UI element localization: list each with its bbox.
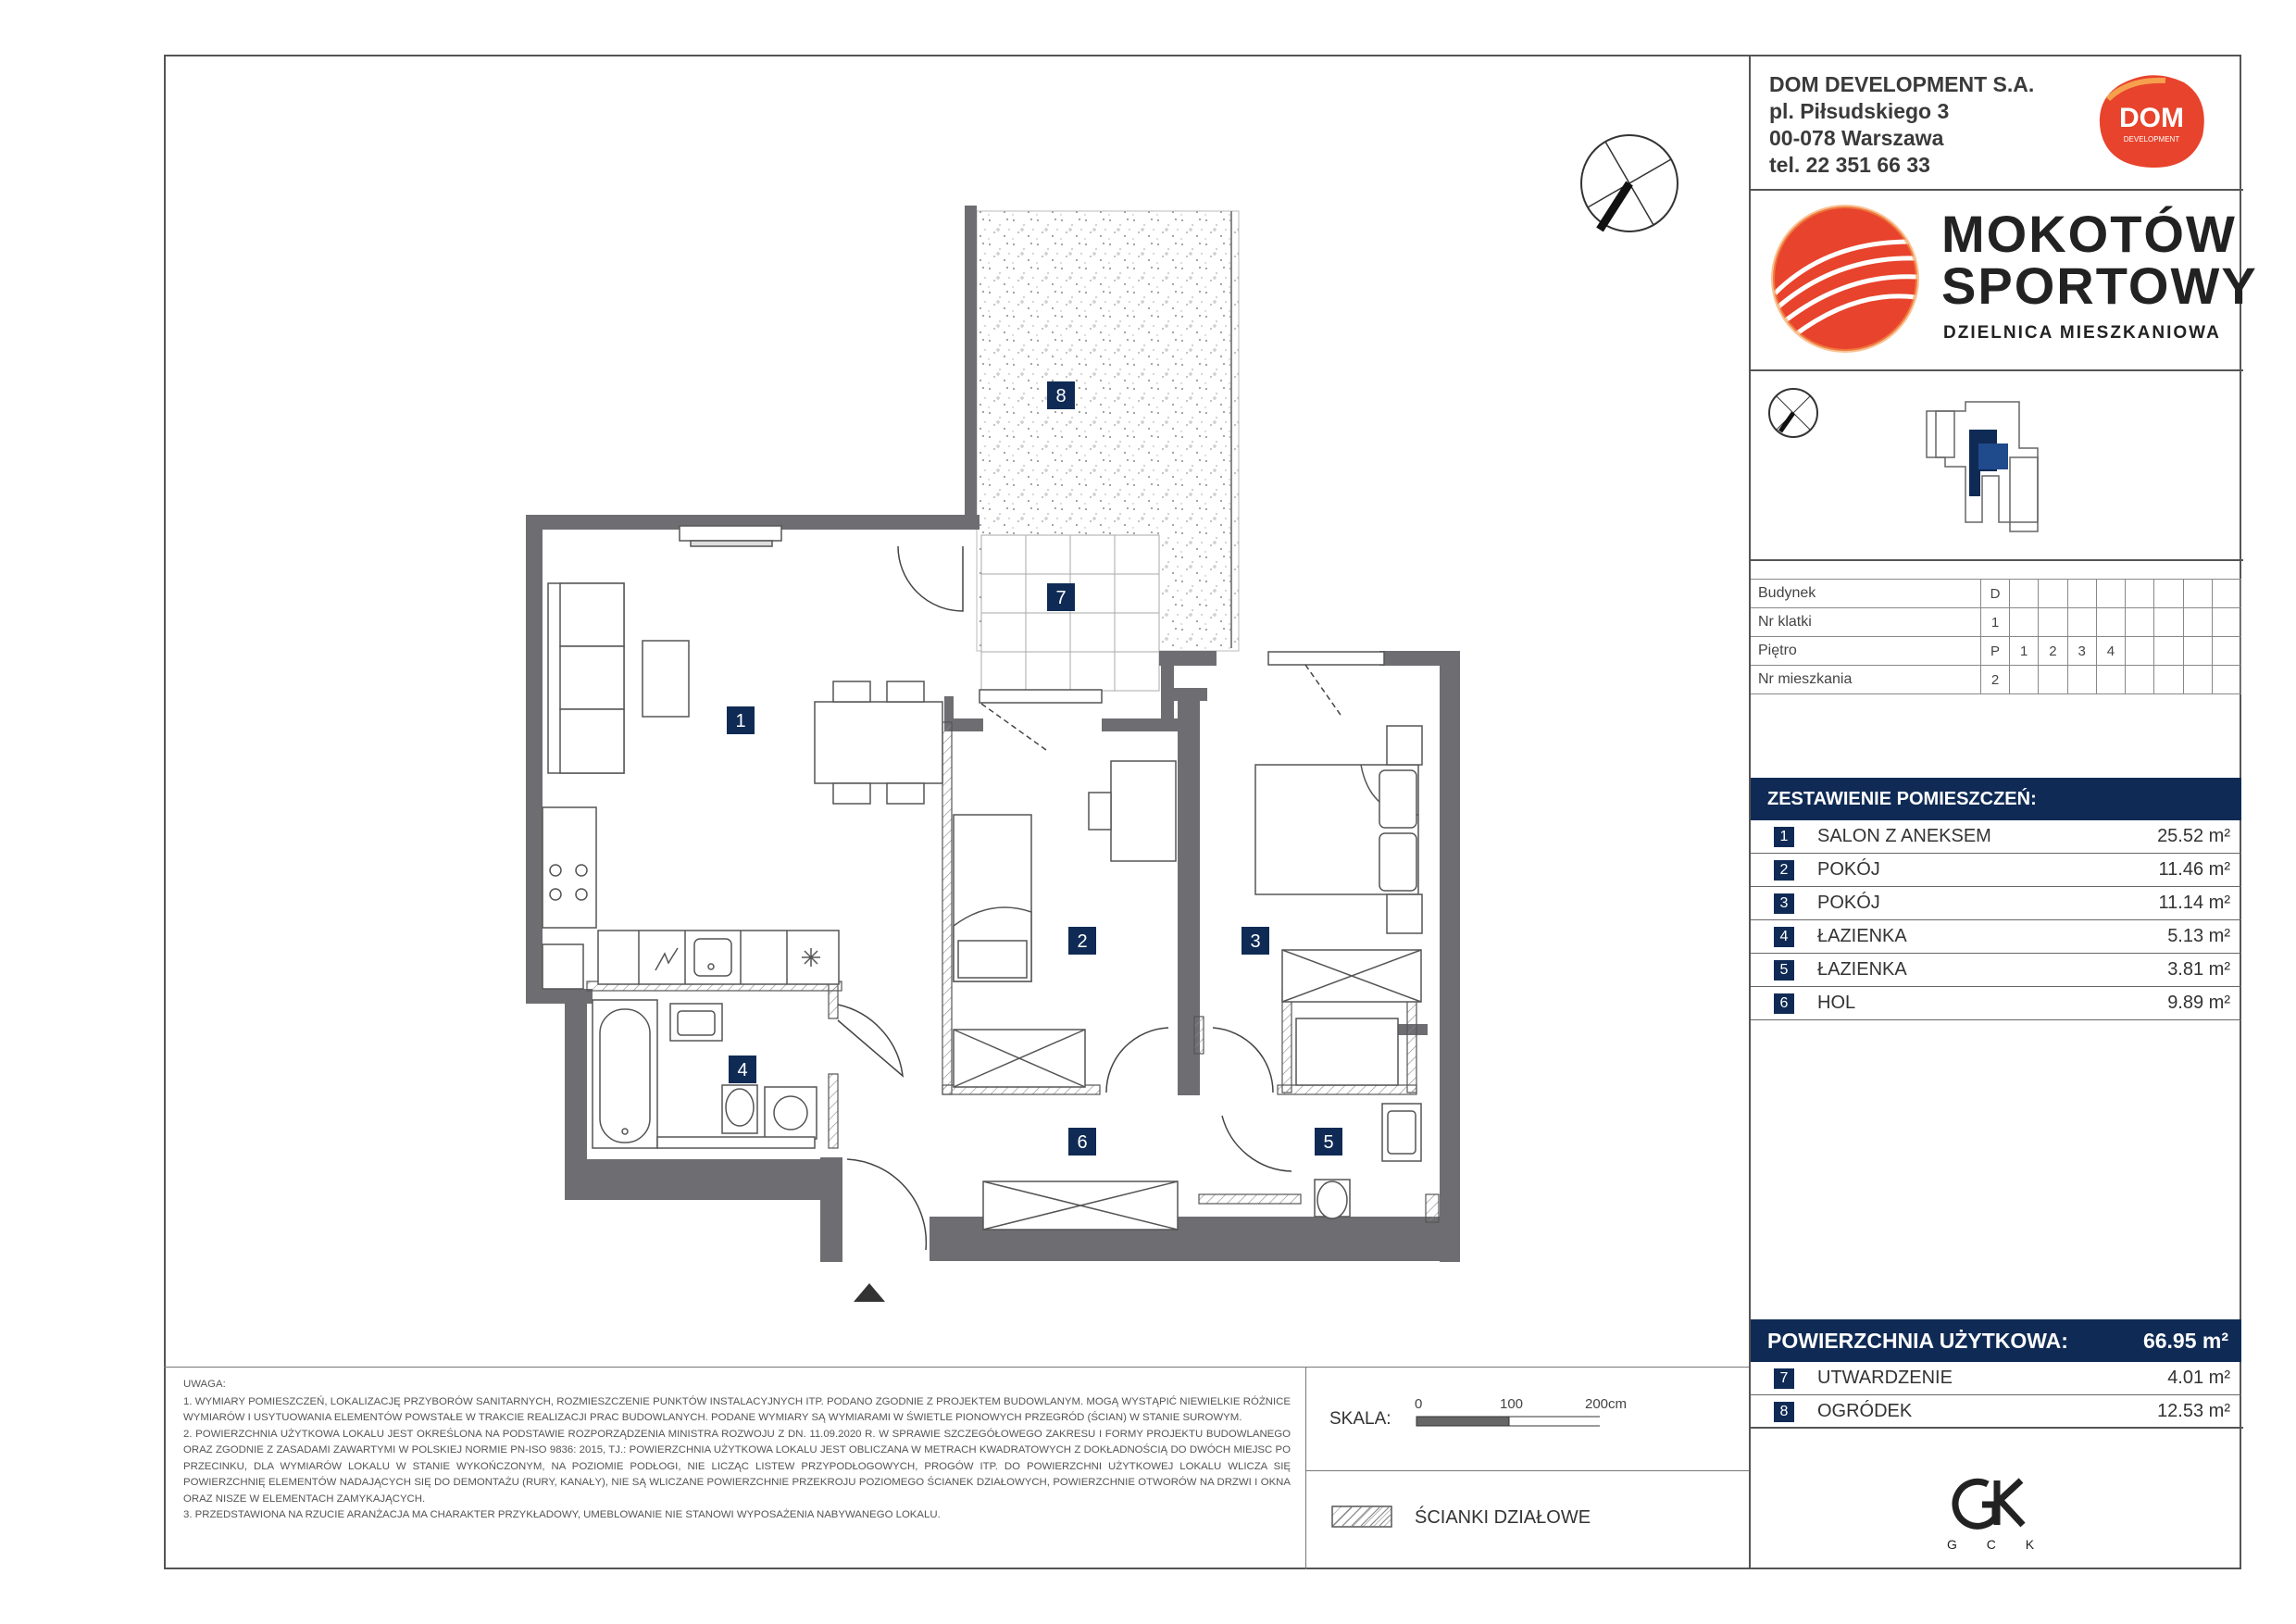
key-compass-icon bbox=[1769, 389, 1817, 437]
room-name: OGRÓDEK bbox=[1817, 1401, 1913, 1421]
location-row-label: Piętro bbox=[1751, 637, 1980, 666]
notes-title: UWAGA: bbox=[183, 1379, 226, 1390]
location-cell bbox=[2154, 637, 2183, 666]
legend-separator bbox=[1305, 1470, 1749, 1471]
scale-tick-0: 0 bbox=[1415, 1396, 1423, 1412]
company-phone: tel. 22 351 66 33 bbox=[1769, 153, 1930, 177]
location-cell: P bbox=[1980, 637, 2009, 666]
room-name: POKÓJ bbox=[1817, 859, 1880, 880]
compass-icon bbox=[1581, 135, 1678, 231]
room-row bbox=[1751, 954, 2241, 987]
room-area: 25.52 m² bbox=[2157, 826, 2230, 846]
room-label-3: 3 bbox=[1250, 931, 1261, 952]
location-cell bbox=[2183, 637, 2212, 666]
project-title-line1: MOKOTÓW bbox=[1941, 205, 2237, 263]
mokotow-sportowy-logo bbox=[1771, 205, 1919, 353]
location-cell bbox=[2010, 580, 2039, 608]
panel-divider bbox=[1751, 189, 2243, 191]
location-row-label: Budynek bbox=[1751, 580, 1980, 608]
location-cell bbox=[2067, 666, 2096, 694]
note-item: 3. PRZEDSTAWIONA NA RZUCIE ARANŻACJA MA CHARAKTER PRZYKŁADOWY, UMEBLOWANIE NIE STANOWI WYPOSAŻENIA NABYWANEGO LOKALU. bbox=[183, 1509, 941, 1520]
total-area-bar bbox=[1751, 1319, 2241, 1362]
partition-legend-swatch bbox=[1331, 1505, 1392, 1528]
location-cell bbox=[2212, 608, 2240, 637]
total-area-value: 66.95 m² bbox=[2142, 1329, 2228, 1353]
location-row-label: Nr klatki bbox=[1751, 608, 1980, 637]
room-number: 1 bbox=[1774, 827, 1794, 847]
panel-divider bbox=[1751, 1427, 2243, 1429]
location-cell bbox=[2126, 666, 2154, 694]
total-area-label: POWIERZCHNIA UŻYTKOWA: bbox=[1767, 1329, 2068, 1353]
key-plan bbox=[1751, 374, 2241, 550]
room-label-7: 7 bbox=[1055, 588, 1067, 608]
panel-divider bbox=[1751, 559, 2243, 561]
location-cell bbox=[2039, 608, 2067, 637]
company-street: pl. Piłsudskiego 3 bbox=[1769, 99, 1950, 123]
location-row-label: Nr mieszkania bbox=[1751, 666, 1980, 694]
room-label-2: 2 bbox=[1077, 931, 1088, 952]
location-table bbox=[1751, 579, 2241, 694]
room-name: ŁAZIENKA bbox=[1817, 926, 1907, 946]
room-label-5: 5 bbox=[1323, 1132, 1334, 1153]
living-furniture bbox=[543, 583, 942, 989]
room-row bbox=[1751, 1362, 2241, 1395]
location-row bbox=[1751, 637, 2241, 666]
location-cell bbox=[2039, 666, 2067, 694]
location-cell bbox=[2183, 580, 2212, 608]
location-cell bbox=[2154, 608, 2183, 637]
project-title bbox=[1941, 205, 2258, 315]
location-row bbox=[1751, 608, 2241, 637]
room-name: POKÓJ bbox=[1817, 893, 1880, 913]
room-number: 6 bbox=[1774, 993, 1794, 1014]
location-cell bbox=[2010, 608, 2039, 637]
room-2-furniture bbox=[954, 761, 1176, 1087]
notes-section bbox=[183, 1377, 1291, 1524]
room-row bbox=[1751, 987, 2241, 1020]
note-item: 2. POWIERZCHNIA UŻYTKOWA LOKALU JEST OKREŚLONA NA PODSTAWIE ROZPORZĄDZENIA MINISTRA ROZWOJU Z DN. 11.09.2020 R. W SPRAWIE SZCZEGÓŁOWEGO ZAKRESU I FORMY PROJEKTU BUDOWLANEGO ORAZ ZGODNIE Z ZASADAMI ZAWARTYMI W POLSKIEJ NORMIE PN-ISO 9836: 2015, TJ.: POWIERZCHNIA UŻYTKOWA LOKALU JEST OBLICZANA W METRACH KWADRATOWYCH Z DOKŁADNOŚCIĄ DO DWÓCH MIEJSC PO PRZECINKU, DLA WYMIARÓW LOKALU W STANIE WYKOŃCZONYM, NA POZIOMIE PODŁOGI, NIE LICZĄC LISTEW PRZYPODŁOGOWYCH, PROGÓW ITP. DO POWIERZCHNI UŻYTKOWEJ LOKALU WLICZA SIĘ POWIERZCHNIĘ ELEMENTÓW NADAJĄCYCH SIĘ DO DEMONTAŻU (RURY, KANAŁY), NIE SĄ WLICZANE POWIERZCHNIE PRZEKROJU POZIOMEGO ŚCIANEK DZIAŁOWYCH, POWIERZCHNIE OTWORÓW NA DRZWI I OKNA ORAZ NISZE W ELEMENTACH ZAMYKAJĄCYCH. bbox=[183, 1428, 1291, 1505]
notes-separator bbox=[164, 1367, 1749, 1368]
gck-logo bbox=[1941, 1471, 2053, 1555]
location-cell bbox=[2010, 666, 2039, 694]
location-cell bbox=[2183, 666, 2212, 694]
room-number: 2 bbox=[1774, 860, 1794, 881]
location-cell: 4 bbox=[2096, 637, 2125, 666]
scale-tick-100: 100 bbox=[1500, 1396, 1524, 1412]
room-label-8: 8 bbox=[1055, 386, 1067, 406]
location-cell bbox=[2154, 580, 2183, 608]
location-cell bbox=[2154, 666, 2183, 694]
garden-fence bbox=[965, 206, 977, 528]
project-title-line2: SPORTOWY bbox=[1941, 256, 2258, 315]
location-cell bbox=[2212, 580, 2240, 608]
location-cell: D bbox=[1980, 580, 2009, 608]
location-cell bbox=[2096, 608, 2125, 637]
room-area: 5.13 m² bbox=[2167, 926, 2230, 946]
location-cell bbox=[2212, 666, 2240, 694]
location-cell bbox=[2039, 580, 2067, 608]
room-name: ŁAZIENKA bbox=[1817, 959, 1907, 980]
room-area: 11.46 m² bbox=[2158, 859, 2230, 880]
company-name: DOM DEVELOPMENT S.A. bbox=[1769, 72, 2035, 96]
svg-text:G C K: G C K bbox=[1946, 1537, 2048, 1552]
location-cell bbox=[2212, 637, 2240, 666]
terrace-paving bbox=[981, 535, 1159, 691]
svg-text:DEVELOPMENT: DEVELOPMENT bbox=[2123, 135, 2180, 144]
room-number: 5 bbox=[1774, 960, 1794, 981]
note-item: 1. WYMIARY POMIESZCZEŃ, LOKALIZACJĘ PRZYBORÓW SANITARNYCH, ROZMIESZCZENIE PUNKTÓW INSTALACYJNYCH ITP. PODANO ZGODNIE Z PROJEKTEM BUDOWLANYM. MOGĄ WYSTĄPIĆ NIEWIELKIE RÓŻNICE WYMIARÓW I USYTUOWANIA ELEMENTÓW POWSTAŁE W TRAKCIE REALIZACJI PRAC BUDOWLANYCH. PODANE WYMIARY SĄ WYMIARAMI W ŚWIETLE PIONOWYCH PRZEGRÓD (ŚCIAN) W STANIE SUROWYM. bbox=[183, 1395, 1291, 1423]
room-label-4: 4 bbox=[737, 1060, 748, 1081]
room-number: 4 bbox=[1774, 927, 1794, 947]
location-cell bbox=[2183, 608, 2212, 637]
project-subtitle: DZIELNICA MIESZKANIOWA bbox=[1943, 323, 2221, 343]
location-cell: 2 bbox=[2039, 637, 2067, 666]
location-cell bbox=[2096, 580, 2125, 608]
room-area: 11.14 m² bbox=[2158, 893, 2230, 913]
room-row bbox=[1751, 1395, 2241, 1429]
scale-separator bbox=[1305, 1367, 1306, 1569]
dom-development-logo bbox=[2091, 71, 2212, 173]
room-row bbox=[1751, 920, 2241, 954]
room-area: 12.53 m² bbox=[2157, 1401, 2230, 1421]
room-number: 3 bbox=[1774, 893, 1794, 914]
room-area: 9.89 m² bbox=[2167, 993, 2230, 1013]
location-cell: 2 bbox=[1980, 666, 2009, 694]
location-cell bbox=[2096, 666, 2125, 694]
room-number: 8 bbox=[1774, 1402, 1794, 1422]
scale-graphic bbox=[1415, 1415, 1600, 1452]
company-city: 00-078 Warszawa bbox=[1769, 126, 1944, 150]
room-label-6: 6 bbox=[1077, 1132, 1088, 1153]
scale-tick-200: 200cm bbox=[1585, 1396, 1628, 1412]
entrance-arrow bbox=[854, 1283, 885, 1302]
location-cell bbox=[2126, 637, 2154, 666]
scale-label: SKALA: bbox=[1329, 1409, 1391, 1429]
location-cell: 1 bbox=[1980, 608, 2009, 637]
company-address bbox=[1769, 71, 2034, 179]
room-row bbox=[1751, 887, 2241, 920]
location-cell bbox=[2067, 580, 2096, 608]
panel-divider bbox=[1751, 369, 2243, 371]
room-row bbox=[1751, 854, 2241, 887]
location-cell: 1 bbox=[2010, 637, 2039, 666]
info-panel bbox=[1749, 55, 2258, 1569]
location-row bbox=[1751, 580, 2241, 608]
location-cell bbox=[2126, 580, 2154, 608]
room-area: 4.01 m² bbox=[2167, 1368, 2230, 1388]
location-row bbox=[1751, 666, 2241, 694]
location-cell: 3 bbox=[2067, 637, 2096, 666]
location-cell bbox=[2126, 608, 2154, 637]
room-area: 3.81 m² bbox=[2167, 959, 2230, 980]
rooms-heading: ZESTAWIENIE POMIESZCZEŃ: bbox=[1751, 778, 2241, 820]
room-label-1: 1 bbox=[735, 711, 746, 731]
room-name: HOL bbox=[1817, 993, 1856, 1013]
bathroom-4-fixtures bbox=[593, 1000, 817, 1148]
room-name: UTWARDZENIE bbox=[1817, 1368, 1953, 1388]
svg-text:DOM: DOM bbox=[2119, 103, 2184, 133]
room-number: 7 bbox=[1774, 1368, 1794, 1389]
room-name: SALON Z ANEKSEM bbox=[1817, 826, 1991, 846]
room-row bbox=[1751, 820, 2241, 854]
partition-legend-label: ŚCIANKI DZIAŁOWE bbox=[1415, 1507, 1591, 1528]
room-3-furniture bbox=[1255, 726, 1422, 1002]
location-cell bbox=[2067, 608, 2096, 637]
